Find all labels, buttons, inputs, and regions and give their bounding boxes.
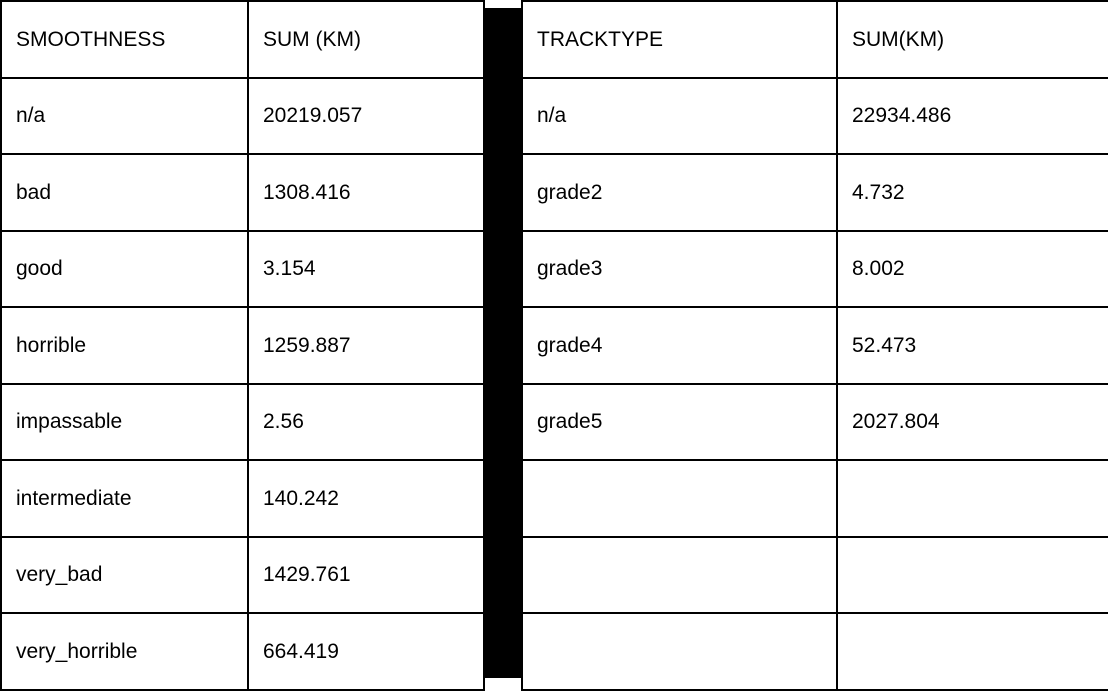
cell-smoothness-value: impassable	[1, 384, 248, 461]
cell-sum-value: 1308.416	[248, 154, 484, 231]
cell-smoothness-value: n/a	[1, 78, 248, 155]
table-row	[522, 613, 1108, 690]
table-row	[1, 613, 484, 690]
cell-sum-value: 2.56	[248, 384, 484, 461]
black-divider-bar	[483, 8, 521, 678]
cell-sum-value: 4.732	[837, 154, 1108, 231]
smoothness-table	[0, 0, 485, 691]
cell-tracktype-value: grade2	[522, 154, 837, 231]
cell-sum-value: 3.154	[248, 231, 484, 308]
cell-tracktype-value-empty	[522, 537, 837, 614]
smoothness-table-container	[0, 0, 483, 686]
column-header-sum-km: SUM(KM)	[837, 1, 1108, 78]
cell-sum-value: 20219.057	[248, 78, 484, 155]
cell-tracktype-value: n/a	[522, 78, 837, 155]
cell-tracktype-value: grade4	[522, 307, 837, 384]
cell-smoothness-value: intermediate	[1, 460, 248, 537]
cell-tracktype-value-empty	[522, 460, 837, 537]
cell-sum-value: 2027.804	[837, 384, 1108, 461]
table-row	[1, 384, 484, 461]
table-row	[1, 460, 484, 537]
tracktype-table	[521, 0, 1108, 691]
table-row	[522, 78, 1108, 155]
table-row	[1, 154, 484, 231]
table-row	[522, 384, 1108, 461]
cell-tracktype-value: grade3	[522, 231, 837, 308]
cell-smoothness-value: horrible	[1, 307, 248, 384]
cell-smoothness-value: bad	[1, 154, 248, 231]
cell-sum-value-empty	[837, 537, 1108, 614]
table-row	[522, 307, 1108, 384]
cell-sum-value: 1259.887	[248, 307, 484, 384]
tracktype-table-container	[521, 0, 1108, 686]
table-header-row	[522, 1, 1108, 78]
table-row	[1, 231, 484, 308]
table-row	[522, 154, 1108, 231]
cell-tracktype-value: grade5	[522, 384, 837, 461]
table-row	[1, 537, 484, 614]
cell-sum-value: 140.242	[248, 460, 484, 537]
cell-sum-value: 8.002	[837, 231, 1108, 308]
cell-smoothness-value: very_bad	[1, 537, 248, 614]
cell-smoothness-value: good	[1, 231, 248, 308]
table-row	[1, 78, 484, 155]
cell-sum-value-empty	[837, 460, 1108, 537]
column-header-sum-km: SUM (KM)	[248, 1, 484, 78]
table-row	[522, 460, 1108, 537]
table-row	[522, 231, 1108, 308]
cell-smoothness-value: very_horrible	[1, 613, 248, 690]
cell-sum-value: 22934.486	[837, 78, 1108, 155]
cell-sum-value-empty	[837, 613, 1108, 690]
cell-sum-value: 1429.761	[248, 537, 484, 614]
cell-sum-value: 52.473	[837, 307, 1108, 384]
table-header-row	[1, 1, 484, 78]
cell-sum-value: 664.419	[248, 613, 484, 690]
table-row	[1, 307, 484, 384]
column-header-smoothness: SMOOTHNESS	[1, 1, 248, 78]
column-header-tracktype: TRACKTYPE	[522, 1, 837, 78]
table-row	[522, 537, 1108, 614]
cell-tracktype-value-empty	[522, 613, 837, 690]
